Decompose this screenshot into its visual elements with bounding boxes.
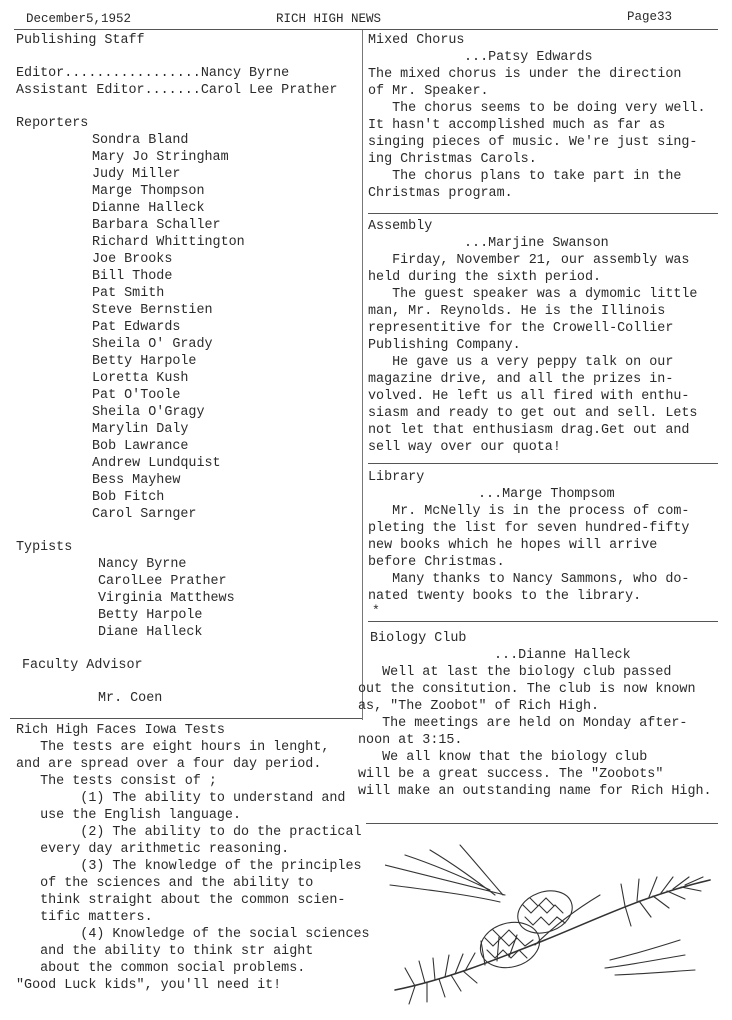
article-line: The tests consist of ; [16,774,217,789]
article-title: Library [368,470,425,485]
library-article [368,469,689,617]
typist-name: CarolLee Prather [98,574,227,589]
iowa-tests-article [16,722,370,994]
article-line: and are spread over a four day period. [16,757,322,772]
article-line: noon at 3:15. [358,733,463,748]
article-byline: ...Patsy Edwards [464,50,593,65]
article-line: use the English language. [16,808,241,823]
issue-date: December5,1952 [26,12,132,26]
reporter-name: Sheila O' Grady [92,337,213,352]
pine-branch-illustration [385,840,720,1015]
article-byline: ...Dianne Halleck [494,648,631,663]
reporter-name: Marge Thompson [92,184,205,199]
reporter-name: Barbara Schaller [92,218,221,233]
article-line: Firday, November 21, our assembly was [368,253,690,268]
article-line: The tests are eight hours in lenght, [16,740,330,755]
article-line: The mixed chorus is under the direction [368,67,682,82]
reporter-name: Carol Sarnger [92,507,197,522]
assistant-editor-name: Carol Lee Prather [200,83,338,98]
reporter-name: Andrew Lundquist [92,456,221,471]
reporter-name: Richard Whittington [92,235,245,250]
chorus-bottom-rule [368,213,718,214]
article-line: "Good Luck kids", you'll need it! [16,978,282,993]
article-byline: ...Marge Thompsom [478,487,615,502]
article-byline: ...Marjine Swanson [464,236,609,251]
article-line: and the ability to think str aight [16,944,314,959]
biology-club-article [358,630,712,800]
library-bottom-rule [368,621,718,622]
column-divider [362,30,363,720]
reporter-name: Judy Miller [92,167,181,182]
article-line: siasm and ready to get out and sell. Lets [368,406,698,421]
reporter-name: Marylin Daly [92,422,189,437]
header-rule [14,29,718,30]
typists-list [16,556,361,641]
article-line: think straight about the common scien- [16,893,346,908]
article-line: of the sciences and the ability to [16,876,314,891]
article-line: magazine drive, and all the prizes in- [368,372,674,387]
reporter-name: Pat O'Toole [92,388,181,403]
article-line: representitive for the Crowell-Collier [368,321,674,336]
typist-name: Nancy Byrne [98,557,187,572]
reporter-name: Loretta Kush [92,371,189,386]
article-line: (1) The ability to understand and [16,791,346,806]
reporter-name: Pat Edwards [92,320,181,335]
typist-name: Betty Harpole [98,608,203,623]
reporter-name: Joe Brooks [92,252,173,267]
reporter-name: Sondra Bland [92,133,189,148]
article-line: We all know that the biology club [358,750,648,765]
editor-name: Nancy Byrne [200,66,290,81]
reporter-name: Bob Lawrance [92,439,189,454]
article-line: held during the sixth period. [368,270,602,285]
article-line: (2) The ability to do the practical [16,825,362,840]
article-line: will make an outstanding name for Rich High. [358,784,712,799]
biology-bottom-rule [366,823,718,824]
mixed-chorus-article [368,32,718,202]
article-line: The guest speaker was a dymomic little [368,287,698,302]
article-line: not let that enthusiasm drag.Get out and [368,423,690,438]
assembly-article [368,218,697,456]
article-line: Mr. McNelly is in the process of com- [368,504,690,519]
article-line: out the consitution. The club is now known [358,682,696,697]
article-line: tific matters. [16,910,153,925]
editor-label: Editor................. [16,66,201,81]
article-line: pleting the list for seven hundred-fifty [368,521,690,536]
article-title: Mixed Chorus [368,33,465,48]
article-title: Assembly [368,219,433,234]
article-line: singing pieces of music. We're just sing- [368,135,698,150]
article-line: ing Christmas Carols. [368,152,537,167]
reporter-name: Bess Mayhew [92,473,181,488]
article-line: The meetings are held on Monday after- [358,716,688,731]
editor-row [16,65,361,82]
article-line: volved. He left us all fired with enthu- [368,389,690,404]
reporter-name: Bill Thode [92,269,173,284]
publishing-staff-section [16,32,361,707]
article-line: (4) Knowledge of the social sciences [16,927,370,942]
article-line: The chorus seems to be doing very well. [368,101,706,116]
article-line: will be a great success. The "Zoobots" [358,767,664,782]
reporter-name: Sheila O'Gragy [92,405,205,420]
reporter-name: Steve Bernstien [92,303,213,318]
newspaper-title: RICH HIGH NEWS [276,12,382,26]
article-line: The chorus plans to take part in the [368,169,682,184]
article-line: (3) The knowledge of the principles [16,859,362,874]
article-line: Publishing Company. [368,338,521,353]
right-column [368,32,718,202]
reporter-name: Dianne Halleck [92,201,205,216]
reporters-list [16,132,361,523]
article-line: man, Mr. Reynolds. He is the Illinois [368,304,666,319]
article-line: sell way over our quota! [368,440,561,455]
reporters-heading: Reporters [16,116,89,131]
star-mark: * [372,603,380,618]
article-line: Well at last the biology club passed [358,665,672,680]
article-line: Many thanks to Nancy Sammons, who do- [368,572,690,587]
assistant-editor-label: Assistant Editor....... [16,83,201,98]
article-line: Christmas program. [368,186,513,201]
reporter-name: Mary Jo Stringham [92,150,229,165]
faculty-advisor-name: Mr. Coen [98,691,163,706]
reporter-name: Betty Harpole [92,354,197,369]
typists-heading: Typists [16,540,73,555]
article-line: about the common social problems. [16,961,306,976]
article-line: every day arithmetic reasoning. [16,842,290,857]
page-number: Page33 [627,10,673,24]
faculty-advisor-heading: Faculty Advisor [22,658,143,673]
article-line: It hasn't accomplished much as far as [368,118,666,133]
reporter-name: Pat Smith [92,286,165,301]
article-line: nated twenty books to the library. [368,589,642,604]
article-line: as, "The Zoobot" of Rich High. [358,699,600,714]
assembly-bottom-rule [368,463,718,464]
article-line: of Mr. Speaker. [368,84,489,99]
article-title: Biology Club [370,631,467,646]
article-line: new books which he hopes will arrive [368,538,658,553]
typist-name: Diane Halleck [98,625,203,640]
assistant-editor-row [16,82,361,99]
article-line: He gave us a very peppy talk on our [368,355,674,370]
article-line: before Christmas. [368,555,505,570]
article-title: Rich High Faces Iowa Tests [16,723,225,738]
staff-heading: Publishing Staff [16,33,145,48]
iowa-top-rule [10,718,362,719]
reporter-name: Bob Fitch [92,490,165,505]
typist-name: Virginia Matthews [98,591,235,606]
